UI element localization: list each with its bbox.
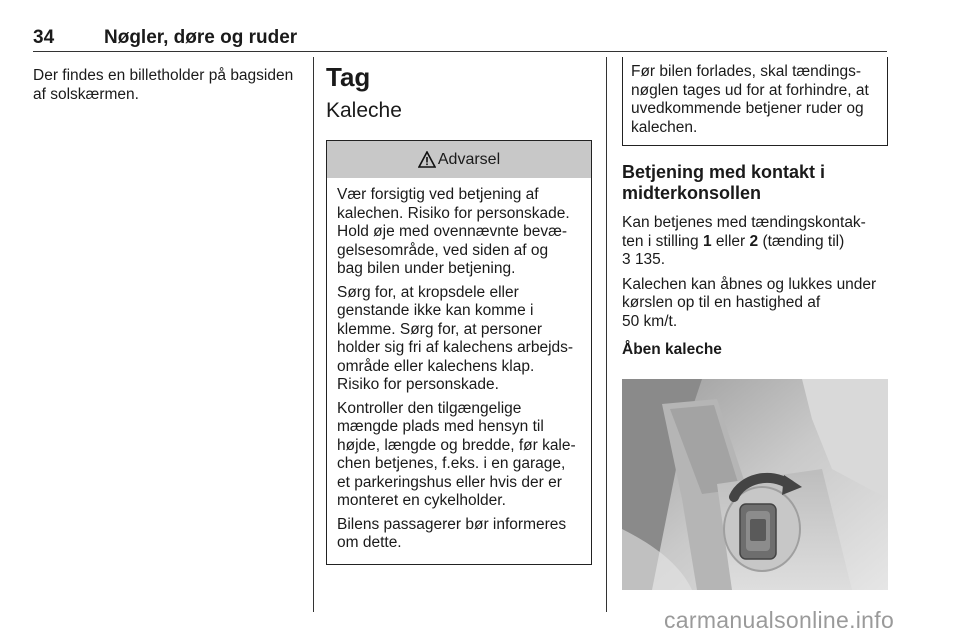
text-line: monteret en cykelholder. [337,492,506,509]
section-heading-tag: Tag [326,62,371,92]
warning-triangle-icon [418,151,436,168]
text-line: højde, længde og bredde, før kale- [337,436,576,454]
warning-label: Advarsel [437,150,501,168]
center-console-switch-image [622,379,888,590]
text-line: genstande ikke kan komme i [337,302,534,319]
text-line: uvedkommende betjener ruder og [631,100,864,117]
warning-body [327,178,591,564]
text-line: kalechen. Risiko for personskade. [337,204,570,222]
text-segment: (tænding til) [758,232,845,250]
text-line: bag bilen under betjening. [337,260,516,277]
text-line: om dette. [337,534,402,551]
text-line: nøglen tages ud for at forhindre, at [631,81,869,99]
header-divider [33,51,887,52]
position-1: 1 [702,232,712,250]
warning-paragraph [337,516,583,553]
text-line: Kan betjenes med tændingskontak- [622,214,866,231]
position-2: 2 [749,232,759,250]
text-line: chen betjenes, f.eks. i en garage, [337,455,566,472]
text-line: Kalechen kan åbnes og lukkes under [622,275,877,293]
page-title: Nøgler, døre og ruder [104,27,298,48]
warning-paragraph [337,284,583,395]
text-line: Bilens passagerer bør informeres [337,515,567,533]
note-box [622,57,888,146]
watermark-text: carmanualsonline.info [664,607,895,633]
text-line: gelsesområde, ved siden af og [337,241,549,259]
text-line: mængde plads med hensyn til [337,418,544,435]
column-3 [622,63,888,595]
subheading-kaleche: Kaleche [326,99,402,122]
reference-arrow-icon: 3 [622,251,631,268]
text-segment: ten i stilling [622,232,703,250]
column-1 [33,67,303,104]
subheading-aaben-kaleche: Åben kaleche [622,341,722,358]
heading-line: Betjening med kontakt i [622,162,826,182]
text-line: Kontroller den tilgængelige [337,399,522,417]
column-divider-2 [606,57,607,612]
warning-header [327,140,591,178]
heading-line: midterkonsollen [622,183,762,203]
text-line: Der findes en billetholder på bagsiden [33,67,294,84]
text-line: Før bilen forlades, skal tændings- [631,63,862,80]
text-line: 50 km/t. [622,312,678,330]
text-line: kalechen. [631,118,698,136]
warning-box [326,140,592,565]
text-line: holder sig fri af kalechens arbejds- [337,339,574,356]
speed-paragraph [622,276,888,332]
page-reference[interactable]: 135. [634,251,666,268]
warning-paragraph [337,186,583,279]
text-segment: eller [711,232,750,250]
ignition-paragraph [622,214,888,270]
text-line: af solskærmen. [33,85,139,103]
warning-paragraph [337,400,583,511]
text-line: Risiko for personskade. [337,376,499,393]
text-line: et parkeringshus eller hvis der er [337,473,562,491]
billet-holder-text [33,67,303,104]
text-line: klemme. Sørg for, at personer [337,320,543,338]
column-divider-1 [313,57,314,612]
text-line: Vær forsigtig ved betjening af [337,186,539,203]
column-2 [326,62,592,565]
text-line: område eller kalechens klap. [337,357,535,375]
page-number: 34 [33,27,55,48]
section-heading-betjening [622,162,888,204]
text-line: kørslen op til en hastighed af [622,294,821,311]
text-line: Sørg for, at kropsdele eller [337,283,519,301]
text-line: Hold øje med ovennævnte bevæ- [337,223,568,240]
